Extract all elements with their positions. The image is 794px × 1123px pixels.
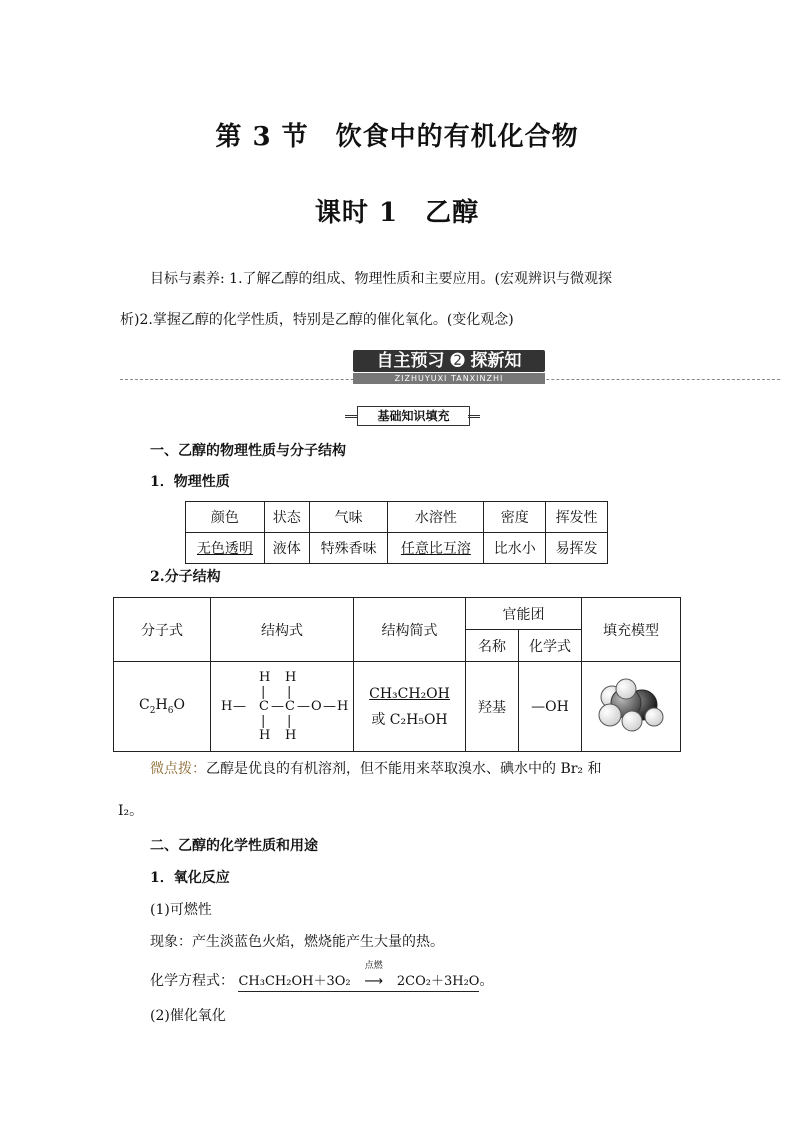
sec2-heading: 二、乙醇的化学性质和用途 <box>150 838 318 854</box>
tip-line-2: I₂。 <box>118 803 144 819</box>
sec2-phenomenon: 现象：产生淡蓝色火焰，燃烧能产生大量的热。 <box>150 934 444 950</box>
tag-line-left <box>345 415 357 418</box>
header-cell: 官能团 <box>466 598 582 630</box>
header-cell: 水溶性 <box>388 502 484 533</box>
header-cell: 名称 <box>466 630 519 662</box>
combustion-equation <box>150 961 750 992</box>
banner-pinyin: ZIZHUYUXI TANXINZHI <box>353 373 545 384</box>
sec2-p2: (2)催化氧化 <box>150 1008 226 1024</box>
banner-title: 自主预习 ➋ 探新知 <box>353 350 545 372</box>
sec1-sub2: 2.分子结构 <box>150 569 221 585</box>
header-cell: 挥发性 <box>546 502 608 533</box>
objectives-line-1: 目标与素养: 1.了解乙醇的组成、物理性质和主要应用。(宏观辨识与微观探 <box>150 271 612 287</box>
space-filling-model-icon <box>596 677 666 733</box>
tip-text: 乙醇是优良的有机溶剂，但不能用来萃取溴水、碘水中的 Br₂ 和 <box>206 761 602 777</box>
physical-properties-table <box>185 501 608 564</box>
lesson-title: 课时 1 乙醇 <box>314 198 480 228</box>
equation-label: 化学方程式： <box>150 973 234 989</box>
section-banner <box>353 350 545 383</box>
group-formula: —OH <box>519 662 582 752</box>
tag-label: 基础知识填充 <box>357 406 470 426</box>
molecular-formula: $C_2H_6O$ <box>114 662 211 752</box>
header-cell: 分子式 <box>114 598 211 662</box>
table-row <box>114 598 681 630</box>
sec1-sub1: 1．物理性质 <box>150 474 230 490</box>
table-row <box>114 662 681 752</box>
section-tag <box>345 406 480 426</box>
header-cell: 状态 <box>264 502 309 533</box>
value-cell: 特殊香味 <box>309 533 388 564</box>
value-cell: 易挥发 <box>546 533 608 564</box>
value-cell: 无色透明 <box>186 533 265 564</box>
header-cell: 结构简式 <box>354 598 466 662</box>
equation-end: 。 <box>479 973 494 989</box>
sec1-heading: 一、乙醇的物理性质与分子结构 <box>150 443 346 459</box>
space-filling-model <box>582 662 681 752</box>
tag-line-right <box>468 415 480 418</box>
table-row <box>186 502 608 533</box>
page-title: 第 3 节 饮食中的有机化合物 <box>215 122 579 152</box>
value-cell: 液体 <box>264 533 309 564</box>
table-row <box>186 533 608 564</box>
value-cell: 比水小 <box>484 533 546 564</box>
structural-formula <box>211 662 354 752</box>
value-cell: 任意比互溶 <box>388 533 484 564</box>
objectives-line-2: 析)2.掌握乙醇的化学性质，特别是乙醇的催化氧化。(变化观念) <box>120 312 514 328</box>
simplified-formula: CH₃CH₂OH 或 C₂H₅OH <box>354 662 466 752</box>
header-cell: 颜色 <box>186 502 265 533</box>
structural-formula-drawing: H H | | H — C — C — O — H | | H H <box>221 669 349 743</box>
sec2-p1: (1)可燃性 <box>150 902 212 918</box>
header-cell: 密度 <box>484 502 546 533</box>
header-cell: 化学式 <box>519 630 582 662</box>
sec2-sub1: 1．氧化反应 <box>150 870 230 886</box>
equation-body: CH₃CH₂OH＋3O₂ 点燃 ⟶ 2CO₂＋3H₂O <box>238 973 479 992</box>
group-name: 羟基 <box>466 662 519 752</box>
header-cell: 气味 <box>309 502 388 533</box>
header-cell: 结构式 <box>211 598 354 662</box>
header-cell: 填充模型 <box>582 598 681 662</box>
tip-line-1 <box>150 758 790 780</box>
reaction-condition: 点燃 <box>364 961 383 971</box>
molecular-structure-table <box>113 597 681 752</box>
tip-label: 微点拨： <box>150 761 206 777</box>
equation-arrow: 点燃 ⟶ <box>355 973 393 991</box>
